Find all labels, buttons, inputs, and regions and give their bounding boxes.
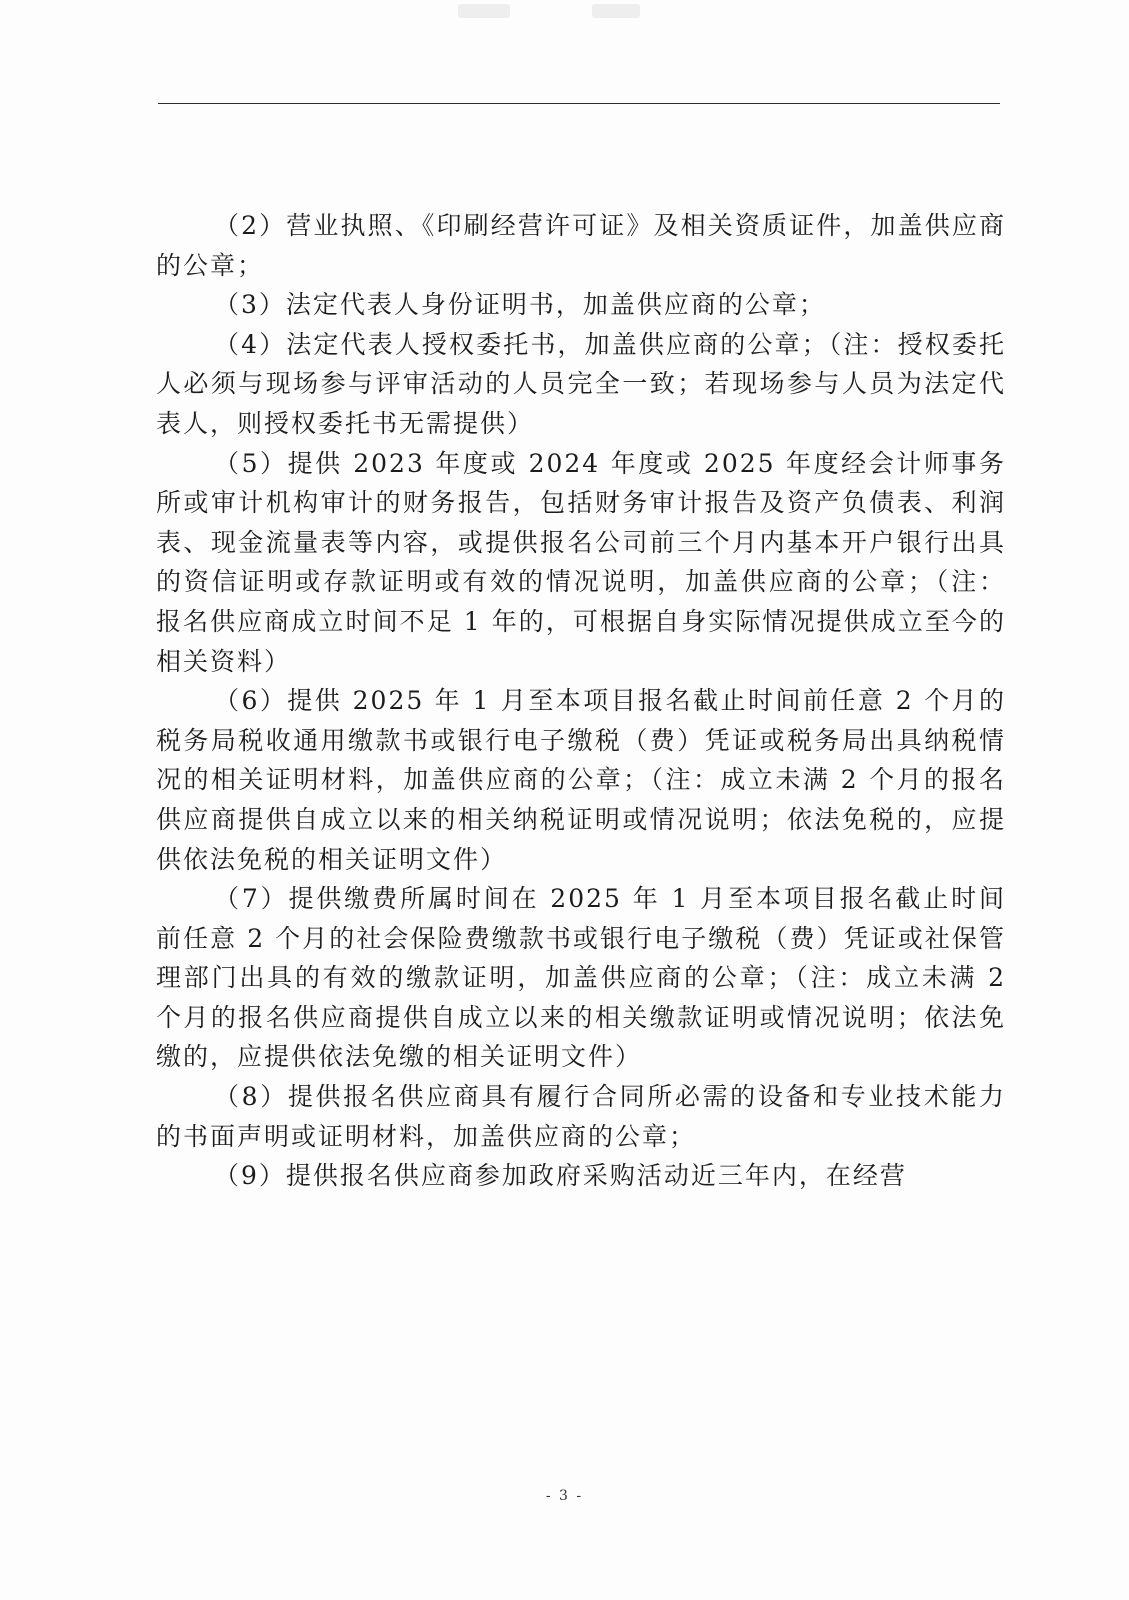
paragraph-5: （5）提供 2023 年度或 2024 年度或 2025 年度经会计师事务所或审计机构审计的财务报告，包括财务审计报告及资产负债表、利润表、现金流量表等内容，或提供报名公司前三个月内基本开户银行出具的资信证明或存款证明或有效的情况说明，加盖供应商的公章；（注：报名供应商成立时间不足 1 年的，可根据自身实际情况提供成立至今的相关资料） bbox=[156, 448, 1006, 676]
scan-artifact bbox=[458, 4, 510, 18]
document-body bbox=[156, 206, 1006, 1196]
paragraph-8: （8）提供报名供应商具有履行合同所必需的设备和专业技术能力的书面声明或证明材料，加盖供应商的公章； bbox=[156, 1082, 1006, 1151]
paragraph-7: （7）提供缴费所属时间在 2025 年 1 月至本项目报名截止时间前任意 2 个月的社会保险费缴款书或银行电子缴税（费）凭证或社保管理部门出具的有效的缴款证明，加盖供应商的公章；（注：成立未满 2 个月的报名供应商提供自成立以来的相关缴款证明或情况说明；依法免缴的，应提供依法免缴的相关证明文件） bbox=[156, 884, 1006, 1072]
scan-artifact bbox=[592, 4, 640, 18]
paragraph-3: （3）法定代表人身份证明书，加盖供应商的公章； bbox=[214, 290, 826, 320]
paragraph-6: （6）提供 2025 年 1 月至本项目报名截止时间前任意 2 个月的税务局税收通用缴款书或银行电子缴税（费）凭证或税务局出具纳税情况的相关证明材料，加盖供应商的公章；（注：成立未满 2 个月的报名供应商提供自成立以来的相关纳税证明或情况说明；依法免税的，应提供依法免税的相关证明文件） bbox=[156, 686, 1006, 874]
paragraph-2: （2）营业执照、《印刷经营许可证》及相关资质证件，加盖供应商的公章； bbox=[156, 211, 1006, 280]
paragraph-4: （4）法定代表人授权委托书，加盖供应商的公章；（注：授权委托人必须与现场参与评审活动的人员完全一致；若现场参与人员为法定代表人，则授权委托书无需提供） bbox=[156, 329, 1006, 438]
paragraph-9: （9）提供报名供应商参加政府采购活动近三年内，在经营 bbox=[214, 1161, 907, 1191]
header-rule bbox=[158, 103, 1000, 104]
page-number: - 3 - bbox=[545, 1488, 584, 1504]
